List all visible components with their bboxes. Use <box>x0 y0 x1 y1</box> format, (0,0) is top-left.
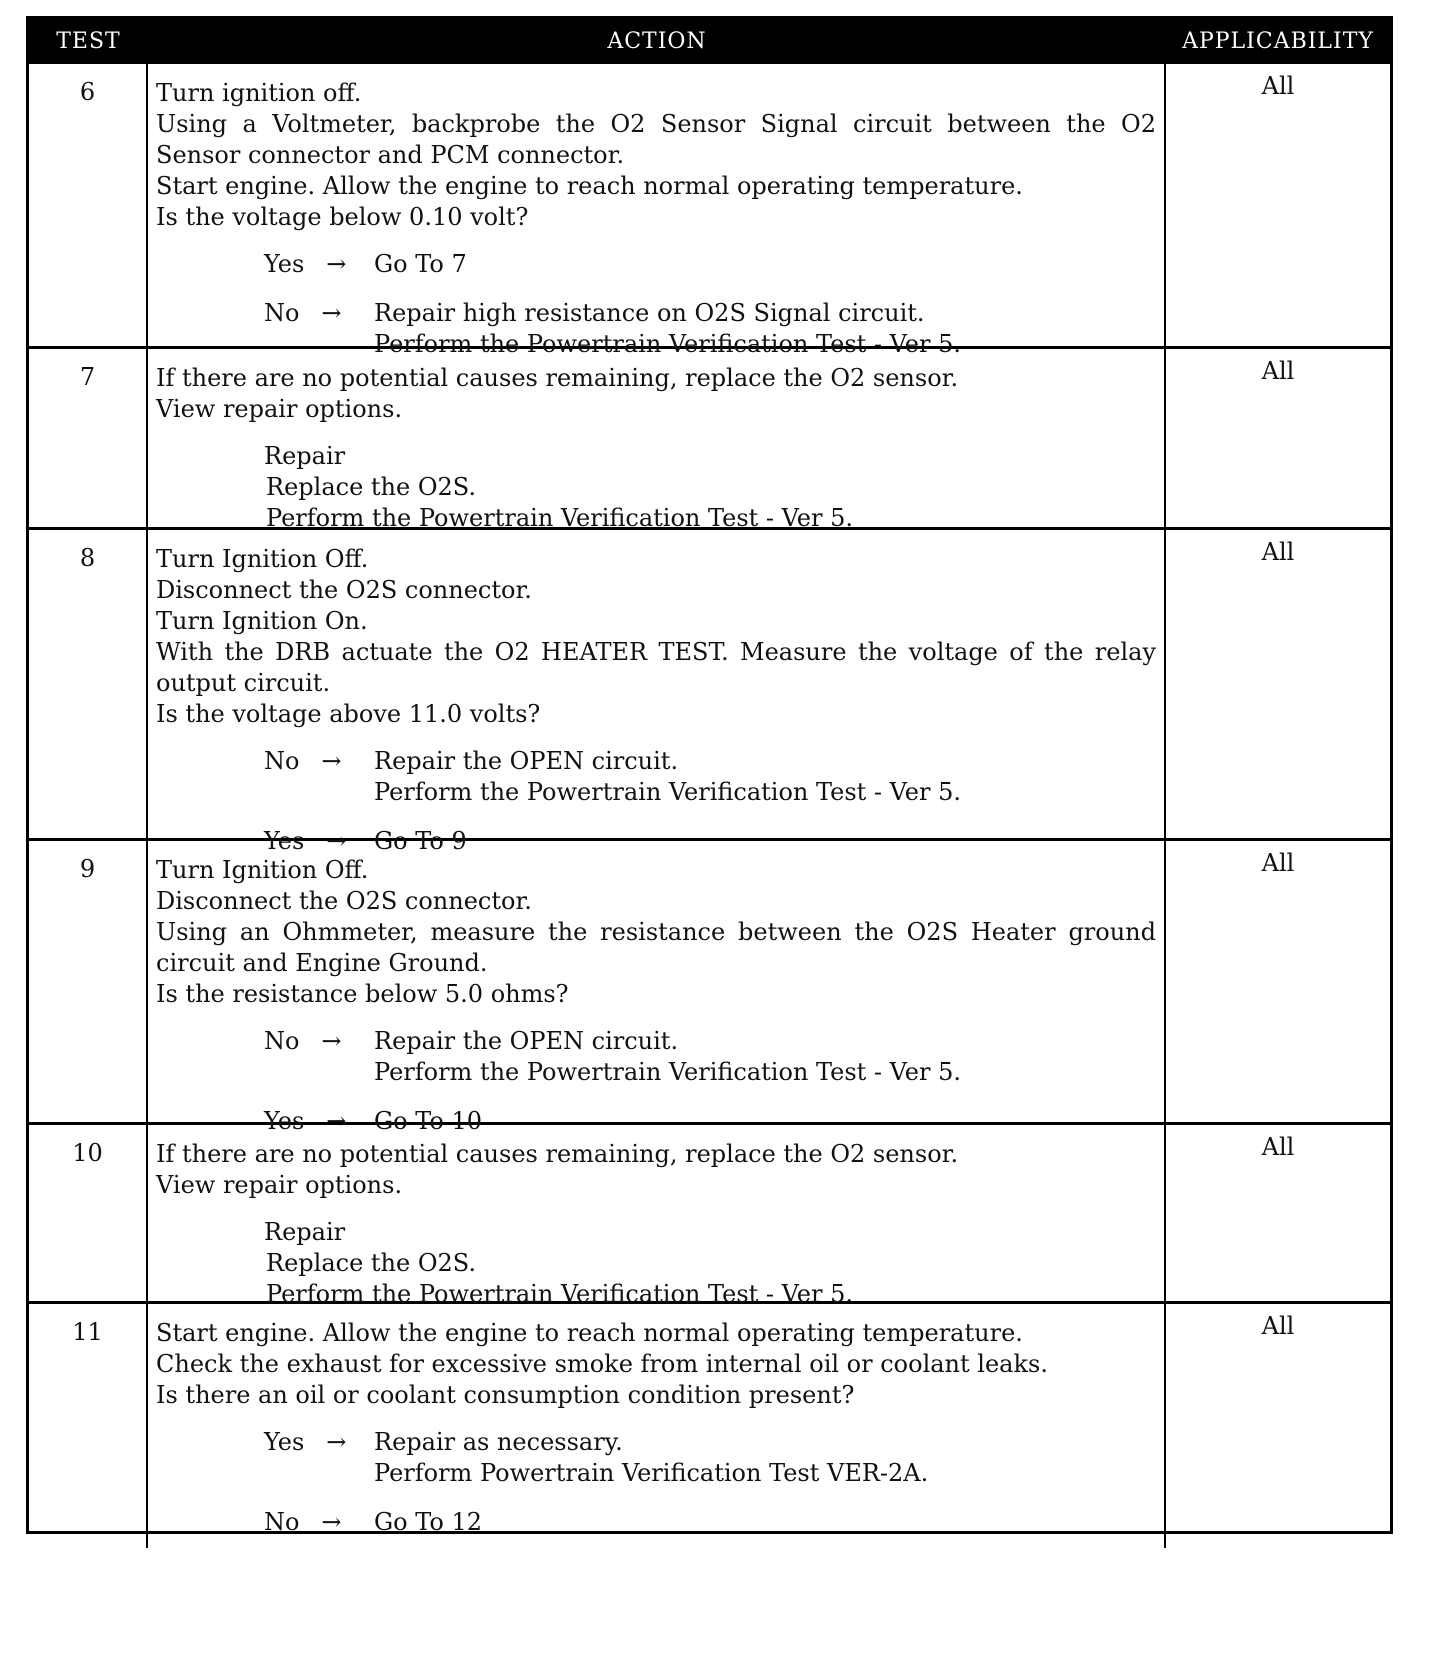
repair-label: Repair <box>264 1218 346 1246</box>
applicability-cell: All <box>1261 538 1295 566</box>
branch-answer: No <box>264 747 300 775</box>
table-row <box>29 838 1390 1135</box>
table-row <box>29 527 1390 855</box>
repair-label: Repair <box>264 442 346 470</box>
repair-line: Replace the O2S. <box>266 1249 476 1277</box>
action-step: Disconnect the O2S connector. <box>156 887 532 915</box>
branch-outcome-line: Go To 9 <box>374 827 467 855</box>
action-step: Using an Ohmmeter, measure the resistance between the O2S Heater ground circuit and Engine Ground. <box>156 918 1156 977</box>
arrow-icon: → <box>321 299 342 327</box>
branch-outcome-line: Repair high resistance on O2S Signal circuit. <box>374 299 925 327</box>
header-applicability: APPLICABILITY <box>1182 29 1374 54</box>
action-step: Is the resistance below 5.0 ohms? <box>156 980 569 1008</box>
branch-outcome-line: Perform the Powertrain Verification Test - Ver 5. <box>374 778 962 806</box>
table-row <box>29 1301 1390 1536</box>
action-step: View repair options. <box>156 395 403 423</box>
arrow-icon: → <box>321 747 342 775</box>
branch-answer: Yes <box>264 827 305 855</box>
repair-block <box>156 1217 1156 1310</box>
action-steps <box>156 1318 1156 1411</box>
action-step: Is the voltage below 0.10 volt? <box>156 203 529 231</box>
action-step: If there are no potential causes remaining, replace the O2 sensor. <box>156 1140 959 1168</box>
action-step: View repair options. <box>156 1171 403 1199</box>
branch-list <box>156 249 1156 360</box>
repair-block <box>156 441 1156 534</box>
action-steps <box>156 363 1156 425</box>
branch-outcome-line: Repair the OPEN circuit. <box>374 1027 679 1055</box>
arrow-icon: → <box>326 1428 347 1456</box>
arrow-icon: → <box>326 250 347 278</box>
branch-list <box>156 1427 1156 1538</box>
table-body <box>29 64 1390 1536</box>
arrow-icon: → <box>321 1508 342 1536</box>
action-cell <box>148 64 1166 370</box>
branch-item <box>264 1026 1156 1088</box>
test-number: 7 <box>29 349 148 544</box>
table-row <box>29 1122 1390 1308</box>
branch-item <box>264 1427 1156 1489</box>
diagnostic-table <box>26 16 1393 1534</box>
branch-outcome <box>374 746 1156 808</box>
branch-answer: No <box>264 299 300 327</box>
action-step: Turn ignition off. <box>156 79 362 107</box>
branch-answer: No <box>264 1508 300 1536</box>
applicability-cell: All <box>1261 1312 1295 1340</box>
repair-line: Perform the Powertrain Verification Test - Ver 5. <box>266 504 854 532</box>
test-number: 8 <box>29 530 148 867</box>
action-steps <box>156 544 1156 730</box>
repair-lines <box>266 472 1156 534</box>
action-step: Check the exhaust for excessive smoke from internal oil or coolant leaks. <box>156 1350 1048 1378</box>
action-step: Turn Ignition Off. <box>156 545 369 573</box>
branch-outcome-line: Repair the OPEN circuit. <box>374 747 679 775</box>
branch-label <box>264 1026 374 1088</box>
branch-answer: Yes <box>264 250 305 278</box>
branch-outcome <box>374 1026 1156 1088</box>
arrow-icon: → <box>326 827 347 855</box>
action-cell <box>148 841 1166 1147</box>
table-header <box>29 19 1390 64</box>
branch-outcome-line: Go To 7 <box>374 250 467 278</box>
action-step: Turn Ignition On. <box>156 607 368 635</box>
branch-outcome <box>374 249 1156 280</box>
arrow-icon: → <box>321 1027 342 1055</box>
action-step: Disconnect the O2S connector. <box>156 576 532 604</box>
branch-item <box>264 1507 1156 1538</box>
branch-label <box>264 1427 374 1489</box>
action-cell <box>148 1125 1166 1320</box>
table-row <box>29 346 1390 532</box>
action-step: Start engine. Allow the engine to reach normal operating temperature. <box>156 172 1023 200</box>
action-step: Is the voltage above 11.0 volts? <box>156 700 541 728</box>
applicability-cell: All <box>1261 72 1295 100</box>
action-steps <box>156 78 1156 233</box>
branch-outcome-line: Perform the Powertrain Verification Test - Ver 5. <box>374 1058 962 1086</box>
header-test: TEST <box>56 29 121 54</box>
action-cell <box>148 530 1166 867</box>
action-cell <box>148 349 1166 544</box>
branch-list <box>156 1026 1156 1137</box>
repair-lines <box>266 1248 1156 1310</box>
branch-outcome-line: Go To 10 <box>374 1107 483 1135</box>
action-cell <box>148 1304 1166 1548</box>
branch-label <box>264 1507 374 1538</box>
repair-line: Perform the Powertrain Verification Test - Ver 5. <box>266 1280 854 1308</box>
test-number: 6 <box>29 64 148 370</box>
branch-item <box>264 249 1156 280</box>
action-steps <box>156 855 1156 1010</box>
action-step: Turn Ignition Off. <box>156 856 369 884</box>
branch-outcome <box>374 1427 1156 1489</box>
action-step: With the DRB actuate the O2 HEATER TEST. Measure the voltage of the relay output circuit. <box>156 638 1156 697</box>
branch-outcome-line: Go To 12 <box>374 1508 483 1536</box>
applicability-cell: All <box>1261 357 1295 385</box>
action-step: Using a Voltmeter, backprobe the O2 Sensor Signal circuit between the O2 Sensor connector and PCM connector. <box>156 110 1156 169</box>
action-steps <box>156 1139 1156 1201</box>
branch-answer: Yes <box>264 1107 305 1135</box>
test-number: 10 <box>29 1125 148 1320</box>
branch-answer: No <box>264 1027 300 1055</box>
applicability-cell: All <box>1261 1133 1295 1161</box>
branch-label <box>264 249 374 280</box>
branch-answer: Yes <box>264 1428 305 1456</box>
header-action: ACTION <box>607 29 707 54</box>
branch-item <box>264 746 1156 808</box>
arrow-icon: → <box>326 1107 347 1135</box>
action-step: Start engine. Allow the engine to reach normal operating temperature. <box>156 1319 1023 1347</box>
branch-outcome <box>374 1507 1156 1538</box>
test-number: 9 <box>29 841 148 1147</box>
branch-outcome-line: Repair as necessary. <box>374 1428 623 1456</box>
repair-line: Replace the O2S. <box>266 473 476 501</box>
applicability-cell: All <box>1261 849 1295 877</box>
action-step: If there are no potential causes remaining, replace the O2 sensor. <box>156 364 959 392</box>
action-step: Is there an oil or coolant consumption condition present? <box>156 1381 855 1409</box>
table-row <box>29 64 1390 358</box>
branch-outcome-line: Perform the Powertrain Verification Test - Ver 5. <box>374 330 962 358</box>
test-number: 11 <box>29 1304 148 1548</box>
branch-label <box>264 746 374 808</box>
branch-outcome-line: Perform Powertrain Verification Test VER-2A. <box>374 1459 929 1487</box>
